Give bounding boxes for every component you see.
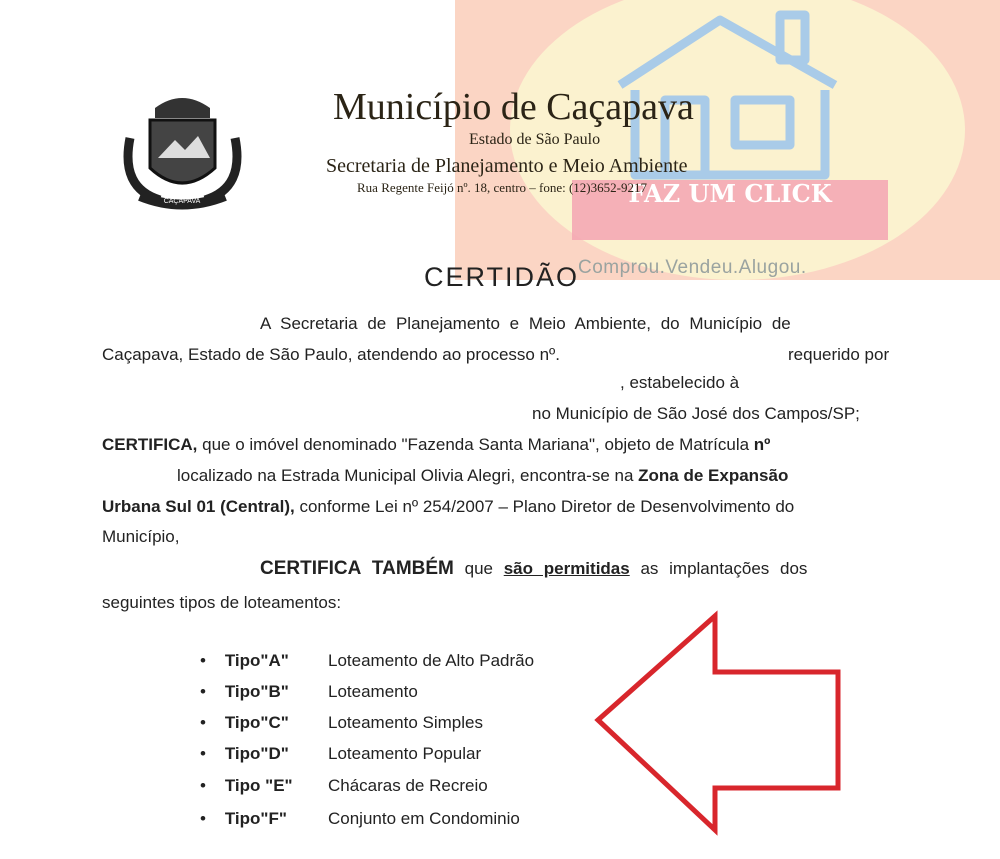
- certifica-line: CERTIFICA, que o imóvel denominado "Fazenda Santa Mariana", objeto de Matrícula nº: [102, 435, 771, 454]
- certifica-tambem-line: CERTIFICA TAMBÉM que são permitidas as implantações dos: [260, 558, 808, 579]
- paragraph-line: Caçapava, Estado de São Paulo, atendendo ao processo nº.: [102, 345, 560, 364]
- watermark-slogan: Comprou.Vendeu.Alugou.: [578, 257, 807, 278]
- paragraph-line: no Município de São José dos Campos/SP;: [532, 404, 860, 423]
- watermark-brand: FAZ UM CLICK: [628, 179, 832, 208]
- svg-text:CAÇAPAVA: CAÇAPAVA: [163, 198, 201, 205]
- certifica-tambem-line: seguintes tipos de loteamentos:: [102, 593, 342, 612]
- list-item: • Tipo"D" Loteamento Popular: [200, 744, 482, 763]
- certifica-line: localizado na Estrada Municipal Olivia Alegri, encontra-se na Zona de Expansão: [177, 466, 789, 485]
- paragraph-line: , estabelecido à: [620, 373, 740, 392]
- list-item: • Tipo"A" Loteamento de Alto Padrão: [200, 651, 535, 670]
- address: Rua Regente Feijó nº. 18, centro – fone: (12)3652-9217: [357, 180, 647, 195]
- paragraph-line: A Secretaria de Planejamento e Meio Ambiente, do Município de: [260, 314, 791, 333]
- list-item: • Tipo "E" Chácaras de Recreio: [200, 776, 488, 795]
- list-item: • Tipo"B" Loteamento: [200, 682, 418, 701]
- list-item: • Tipo"F" Conjunto em Condominio: [200, 809, 520, 828]
- list-item: • Tipo"C" Loteamento Simples: [200, 713, 483, 732]
- municipality-title: Município de Caçapava: [333, 86, 694, 128]
- state-name: Estado de São Paulo: [469, 131, 601, 148]
- arrow-left-icon: [590, 610, 850, 840]
- document-heading: CERTIDÃO: [424, 262, 580, 292]
- certifica-line: Município,: [102, 527, 180, 546]
- municipal-crest-icon: [120, 88, 245, 213]
- certifica-line: Urbana Sul 01 (Central), conforme Lei nº 254/2007 – Plano Diretor de Desenvolvimento do: [102, 497, 795, 516]
- department-name: Secretaria de Planejamento e Meio Ambiente: [326, 155, 688, 177]
- paragraph-line: requerido por: [788, 345, 890, 364]
